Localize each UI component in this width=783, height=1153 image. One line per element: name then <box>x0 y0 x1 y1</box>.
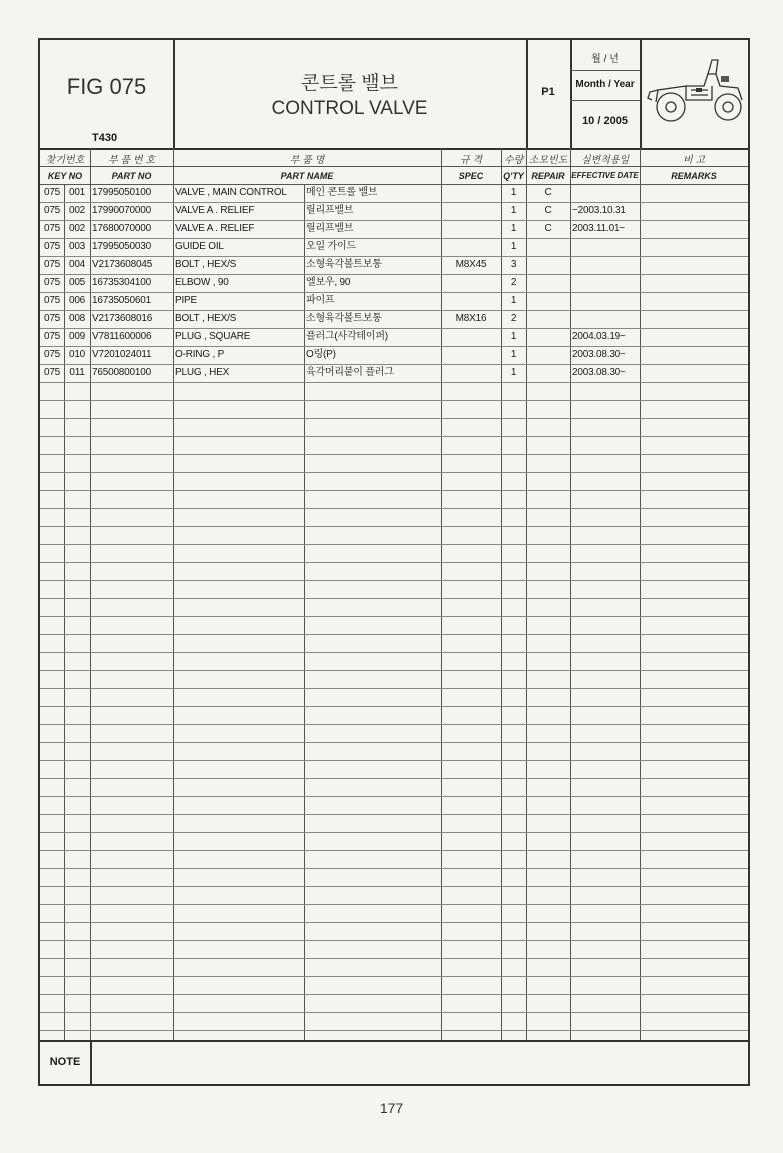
page-number: 177 <box>379 1100 404 1116</box>
cell-name-ko: 엘보우, 90 <box>306 277 351 288</box>
cell-name-ko: 릴리프밸브 <box>306 223 354 234</box>
row-line <box>40 706 748 707</box>
cell-fig: 075 <box>43 313 61 324</box>
note-area <box>92 1042 746 1084</box>
cell-qty: 1 <box>510 367 517 378</box>
cell-part-no: 17680070000 <box>92 223 151 234</box>
row-line <box>40 688 748 689</box>
cell-name-en: ELBOW , 90 <box>175 277 229 288</box>
col-repair: REPAIR <box>531 171 565 181</box>
page-code: P1 <box>541 86 555 98</box>
cell-name-ko: 파이프 <box>306 295 335 306</box>
row-line <box>40 904 748 905</box>
cell-fig: 075 <box>43 277 61 288</box>
row-line <box>40 940 748 941</box>
cell-eff: 2003.08.30~ <box>572 349 626 360</box>
cell-qty: 1 <box>510 241 517 252</box>
cell-name-ko: 소형육각볼트보통 <box>306 259 382 270</box>
row-line <box>40 796 748 797</box>
cell-key: 004 <box>68 259 86 270</box>
row-line <box>40 382 748 383</box>
cell-key: 006 <box>68 295 86 306</box>
title-korean: 콘트롤 밸브 <box>300 73 399 94</box>
row-line <box>40 400 748 401</box>
col-repair-ko: 소모빈도 <box>528 155 568 166</box>
cell-fig: 075 <box>43 259 61 270</box>
row-line <box>40 616 748 617</box>
cell-qty: 2 <box>510 313 517 324</box>
row-line <box>40 508 748 509</box>
cell-qty: 1 <box>510 205 517 216</box>
cell-qty: 3 <box>510 259 517 270</box>
cell-qty: 1 <box>510 223 517 234</box>
cell-name-ko: 플러그(사각테이퍼) <box>306 331 388 342</box>
cell-key: 003 <box>68 241 86 252</box>
cell-repair: C <box>544 223 552 234</box>
cell-fig: 075 <box>43 331 61 342</box>
col-spec: SPEC <box>458 171 484 181</box>
cell-repair: C <box>544 187 552 198</box>
cell-key: 002 <box>68 205 86 216</box>
cell-name-en: PIPE <box>175 295 197 306</box>
cell-key: 009 <box>68 331 86 342</box>
date-label-korean: 월 / 년 <box>591 54 619 65</box>
cell-eff: 2003.11.01~ <box>572 223 625 234</box>
col-remarks-ko: 비 고 <box>682 155 706 166</box>
cell-name-en: O-RING , P <box>175 349 225 360</box>
row-line <box>40 472 748 473</box>
col-key-no: KEY NO <box>47 171 83 181</box>
row-line <box>40 922 748 923</box>
cell-name-en: VALVE , MAIN CONTROL <box>175 187 287 198</box>
row-line <box>40 436 748 437</box>
row-line <box>40 526 748 527</box>
row-line <box>40 580 748 581</box>
row-line <box>40 778 748 779</box>
cell-name-ko: 육각머리붙이 플러그 <box>306 367 394 378</box>
cell-eff: ~2003.10.31 <box>572 205 626 216</box>
row-line <box>40 454 748 455</box>
cell-name-en: GUIDE OIL <box>175 241 224 252</box>
row-line <box>40 832 748 833</box>
cell-eff: 2004.03.19~ <box>572 331 626 342</box>
cell-qty: 1 <box>510 295 517 306</box>
cell-fig: 075 <box>43 367 61 378</box>
cell-part-no: 16735304100 <box>92 277 151 288</box>
cell-name-en: VALVE A . RELIEF <box>175 205 255 216</box>
row-line <box>40 1030 748 1031</box>
model-code: T430 <box>92 132 118 144</box>
row-line <box>40 868 748 869</box>
cell-part-no: 17995050030 <box>92 241 151 252</box>
tractor-icon <box>646 52 746 132</box>
cell-spec: M8X16 <box>455 313 487 324</box>
cell-key: 010 <box>68 349 86 360</box>
cell-name-en: BOLT , HEX/S <box>175 313 237 324</box>
cell-key: 001 <box>68 187 86 198</box>
row-line <box>40 544 748 545</box>
cell-part-no: V2173608045 <box>92 259 153 270</box>
cell-repair: C <box>544 205 552 216</box>
cell-key: 008 <box>68 313 86 324</box>
cell-name-ko: 오일 가이드 <box>306 241 356 252</box>
col-remarks: REMARKS <box>671 171 717 181</box>
row-line <box>40 742 748 743</box>
cell-part-no: 17995050100 <box>92 187 151 198</box>
cell-name-ko: 소형육각볼트보통 <box>306 313 382 324</box>
col-effective-date: EFFECTIVE DATE <box>571 171 639 180</box>
col-part-no-ko: 부 품 번 호 <box>108 155 155 166</box>
row-line <box>40 958 748 959</box>
cell-name-ko: O링(P) <box>306 349 336 360</box>
cell-name-en: BOLT , HEX/S <box>175 259 237 270</box>
col-part-name-ko: 부 품 명 <box>289 155 325 166</box>
row-line <box>40 814 748 815</box>
cell-fig: 075 <box>43 349 61 360</box>
col-part-name: PART NAME <box>280 171 334 181</box>
cell-qty: 1 <box>510 349 517 360</box>
col-spec-ko: 규 격 <box>459 155 483 166</box>
cell-qty: 2 <box>510 277 517 288</box>
row-line <box>40 670 748 671</box>
cell-name-ko: 메인 콘트롤 밸브 <box>306 187 378 198</box>
col-qty: Q'TY <box>503 171 524 181</box>
parts-list-sheet <box>38 38 750 1086</box>
cell-spec: M8X45 <box>455 259 487 270</box>
row-line <box>40 634 748 635</box>
cell-fig: 075 <box>43 205 61 216</box>
cell-qty: 1 <box>510 331 517 342</box>
cell-part-no: 76500800100 <box>92 367 151 378</box>
col-qty-ko: 수량 <box>503 155 524 166</box>
cell-name-en: PLUG , SQUARE <box>175 331 251 342</box>
cell-key: 002 <box>68 223 86 234</box>
cell-qty: 1 <box>510 187 517 198</box>
cell-eff: 2003.08.30~ <box>572 367 626 378</box>
row-line <box>40 562 748 563</box>
col-part-no: PART NO <box>111 171 152 181</box>
cell-part-no: V2173608016 <box>92 313 153 324</box>
row-line <box>40 418 748 419</box>
col-effective-date-ko: 실변적용일 <box>580 155 630 166</box>
row-line <box>40 652 748 653</box>
cell-part-no: 16735050601 <box>92 295 151 306</box>
cell-part-no: 17990070000 <box>92 205 151 216</box>
cell-fig: 075 <box>43 223 61 234</box>
cell-key: 011 <box>69 367 85 378</box>
row-line <box>40 490 748 491</box>
cell-name-en: PLUG , HEX <box>175 367 230 378</box>
cell-name-ko: 릴리프밸브 <box>306 205 354 216</box>
note-label: NOTE <box>49 1056 81 1068</box>
row-line <box>40 886 748 887</box>
row-line <box>40 724 748 725</box>
row-line <box>40 850 748 851</box>
figure-number: FIG 075 <box>66 74 147 99</box>
row-line <box>40 760 748 761</box>
title-english: CONTROL VALVE <box>271 98 428 119</box>
row-line <box>40 994 748 995</box>
cell-name-en: VALVE A . RELIEF <box>175 223 255 234</box>
cell-part-no: V7811600006 <box>92 331 152 342</box>
cell-part-no: V7201024011 <box>92 349 152 360</box>
cell-fig: 075 <box>43 187 61 198</box>
row-line <box>40 976 748 977</box>
cell-fig: 075 <box>43 295 61 306</box>
cell-fig: 075 <box>43 241 61 252</box>
row-line <box>40 598 748 599</box>
row-line <box>40 1012 748 1013</box>
date-value: 10 / 2005 <box>582 115 628 127</box>
col-key-no-ko: 찾기번호 <box>45 155 85 166</box>
date-label-english: Month / Year <box>575 79 635 90</box>
cell-key: 005 <box>68 277 86 288</box>
